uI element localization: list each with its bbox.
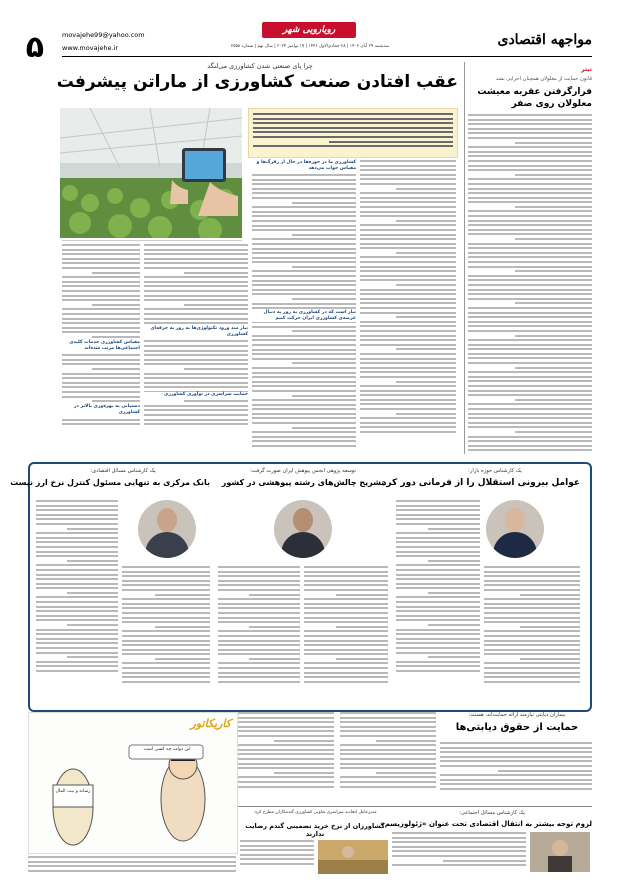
subhead-4: حمایت سراسری در نوآوری کشاورزی	[144, 392, 248, 398]
interview-right-headline: عوامل بیرونی استقلال را از فرمانی دور کرد	[381, 478, 580, 488]
main-col-3	[144, 244, 248, 452]
photo-caption	[62, 240, 242, 241]
column-divider	[464, 62, 465, 454]
bottom-center-body	[240, 840, 314, 874]
subhead-2: نیاز است که در کشاورزی به روز به دنبال عرضه‌ی کشاورزی ایران حرکت کنیم	[252, 310, 356, 322]
interview-right-kicker: یک کارشناس حوزه بازار:	[468, 468, 522, 474]
interview-right-photo	[486, 500, 544, 558]
subhead-1: کشاورزی ما در حوزه‌ها در حال از رفرگ‌ها و مقیاس جواب می‌دهد	[256, 160, 356, 171]
bottom-right-body	[440, 742, 592, 800]
bottom-left-body	[28, 856, 236, 878]
middle-col-b	[238, 712, 334, 804]
cartoon-sign-left: رسانه و بیت المال	[55, 789, 91, 794]
interview-left-photo	[138, 500, 196, 558]
interview-right-body-b	[396, 500, 480, 700]
masthead-website: www.movajehe.ir	[62, 44, 119, 52]
bottom-right-headline: حمایت از حقوق دیابتی‌ها	[455, 722, 579, 733]
middle-col-a	[340, 712, 436, 804]
interview-center-body-a	[304, 566, 388, 700]
bottom-right2-headline: لزوم توجه بیشتر به انتقال اقتصادی تحت عنوان «ژئولوزیسم»	[380, 820, 592, 828]
bottom-center-photo	[318, 840, 388, 874]
cartoon-box	[28, 712, 238, 854]
section-title: مواجهه اقتصادی	[497, 32, 592, 48]
interview-center-headline: تشریح چالش‌های رشته پیوهشی در کشور	[221, 478, 385, 487]
cartoon-caption: این دولت چه کسی است	[143, 747, 191, 752]
bottom-rule	[238, 806, 592, 807]
left-body-text	[468, 114, 592, 454]
bottom-right2-body	[392, 832, 526, 874]
main-col-1	[360, 160, 456, 452]
bottom-right2-kicker: یک کارشناس مسائل اجتماعی:	[459, 810, 525, 816]
interview-left-body-b	[36, 500, 118, 700]
interview-center-kicker: توسعه پژوهی انجمن پیوهش ایران صورت گرفت:	[250, 468, 356, 474]
interview-right-body-a	[484, 566, 580, 700]
subhead-5: مقیاس کشاورزی خدمات کلیدی اجتماعی‌ها مرتب شده‌اند	[62, 340, 140, 352]
left-kicker: قانون حمایت از معلولان همچنان اجرایی نشد	[495, 76, 592, 82]
subhead-3: نیاز مند ورود تکنولوژی‌ها به روز به حرفه‌ای کشاورزی	[144, 326, 248, 338]
bottom-center-headline: کشاورزان از نرخ خرید تضمینی گندم رضایت ندارند	[245, 822, 385, 838]
interview-center-body-b	[218, 566, 300, 700]
subhead-6: دستیابی به بهره‌وری بالاتر در کشاورزی	[62, 404, 140, 416]
interview-center-photo	[274, 500, 332, 558]
left-column	[468, 62, 592, 454]
left-headline: فرار‌گرفتن عقربه معیشت معلولان روی صفر	[477, 87, 592, 109]
bottom-right-kicker: بیماران دیابتی نیازمند ارائه حمایت‌اند، هستند:	[468, 712, 566, 718]
main-lead	[248, 108, 458, 158]
issue-info: سه‌شنبه ۲۹ آبان ۱۴۰۳ | ۲۸ جمادی‌الاول ۱۴۴۶ | ۱۹ نوامبر ۲۰۲۴ | سال نهم | شماره ۲۵۵۸	[230, 44, 390, 49]
section-rule	[62, 56, 592, 57]
interview-left-body-a	[122, 566, 210, 700]
masthead-email: movajehe99@yahoo.com	[62, 31, 145, 39]
bottom-center-kicker: مدیرعامل اتحادیه سراسری تعاونی کشاورزی گندمکاران مطرح کرد:	[253, 810, 377, 815]
cartoon-title: کاریکاتور	[190, 717, 231, 730]
main-headline: عقب افتادن صنعت کشاورزی از ماراتن پیشرفت	[56, 72, 458, 92]
main-photo	[60, 108, 242, 238]
tag-label: تیتر	[581, 66, 592, 73]
interview-left-headline: بانک مرکزی به تنهایی مسئول کنترل نرخ ارز نیست	[10, 478, 210, 487]
interview-left-kicker: یک کارشناس مسائل اقتصادی:	[90, 468, 156, 474]
masthead-logo	[262, 22, 356, 38]
bottom-right-photo	[530, 832, 590, 872]
page-number: ۵	[25, 30, 44, 65]
main-kicker: چرا پای صنعتی شدن کشاورزی می‌لنگد	[207, 62, 313, 70]
logo-text: رویارویی شهر	[282, 25, 336, 35]
